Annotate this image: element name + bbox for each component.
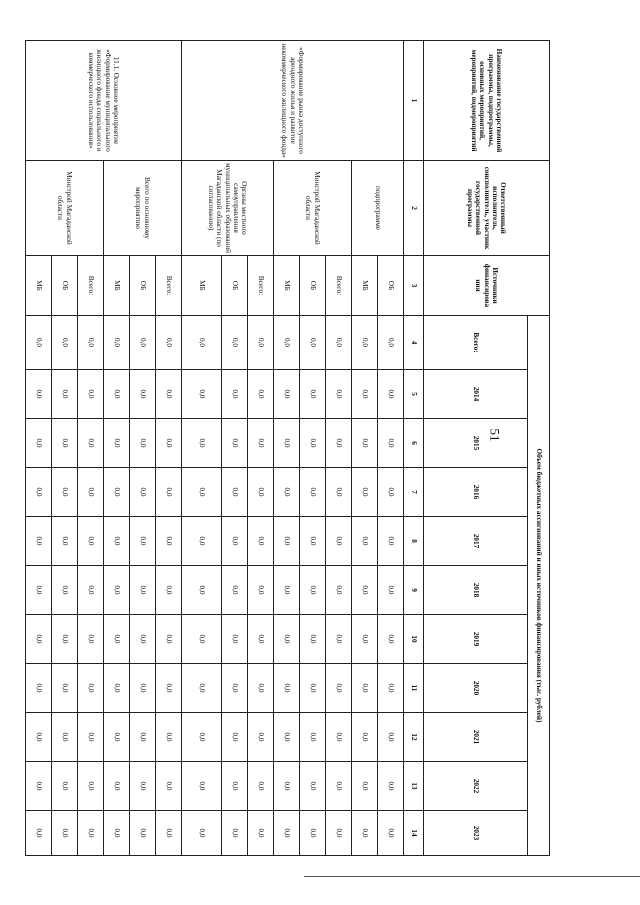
- row-value: 0,0: [378, 713, 404, 762]
- row-value: 0,0: [156, 664, 182, 713]
- row-value: 0,0: [26, 517, 52, 566]
- row-value: 0,0: [274, 316, 300, 370]
- row-value: 0,0: [26, 762, 52, 811]
- column-number: 7: [404, 468, 424, 517]
- row-value: 0,0: [274, 664, 300, 713]
- row-value: 0,0: [352, 811, 378, 856]
- row-value: 0,0: [104, 468, 130, 517]
- row-value: 0,0: [156, 517, 182, 566]
- row-value: 0,0: [222, 615, 248, 664]
- row-value: 0,0: [300, 370, 326, 419]
- row-value: 0,0: [52, 517, 78, 566]
- row-executor: подпрограмме: [352, 161, 404, 256]
- row-value: 0,0: [104, 811, 130, 856]
- header-executor: Ответственный исполнитель, соисполнитель, участник государственной программы: [424, 161, 550, 256]
- row-value: 0,0: [26, 419, 52, 468]
- row-value: 0,0: [352, 566, 378, 615]
- row-value: 0,0: [326, 762, 352, 811]
- row-value: 0,0: [248, 615, 274, 664]
- row-value: 0,0: [78, 419, 104, 468]
- header-year: 2021: [424, 713, 528, 762]
- row-value: 0,0: [130, 468, 156, 517]
- row-value: 0,0: [130, 419, 156, 468]
- row-value: 0,0: [52, 370, 78, 419]
- row-value: 0,0: [222, 713, 248, 762]
- row-value: 0,0: [222, 664, 248, 713]
- row-source: Всего:: [248, 256, 274, 316]
- row-value: 0,0: [26, 811, 52, 856]
- row-value: 0,0: [78, 664, 104, 713]
- row-value: 0,0: [378, 419, 404, 468]
- row-value: 0,0: [352, 762, 378, 811]
- row-value: 0,0: [378, 664, 404, 713]
- row-value: 0,0: [26, 370, 52, 419]
- row-value: 0,0: [130, 370, 156, 419]
- row-value: 0,0: [156, 713, 182, 762]
- row-value: 0,0: [156, 419, 182, 468]
- column-number: 11: [404, 664, 424, 713]
- row-value: 0,0: [104, 762, 130, 811]
- row-value: 0,0: [352, 468, 378, 517]
- row-source: ОБ: [130, 256, 156, 316]
- row-value: 0,0: [182, 811, 222, 856]
- row-value: 0,0: [182, 762, 222, 811]
- row-value: 0,0: [300, 468, 326, 517]
- row-value: 0,0: [130, 316, 156, 370]
- row-value: 0,0: [352, 517, 378, 566]
- row-value: 0,0: [378, 762, 404, 811]
- row-value: 0,0: [26, 664, 52, 713]
- table-row: [248, 41, 274, 856]
- row-name-subprogram: «Формирование рынка доступного арендного жилья и развитие некоммерческого жилищного фонда»: [182, 41, 404, 161]
- row-value: 0,0: [248, 566, 274, 615]
- row-value: 0,0: [326, 468, 352, 517]
- row-value: 0,0: [248, 762, 274, 811]
- row-executor: Минстрой Магаданской области: [26, 161, 104, 256]
- row-value: 0,0: [378, 468, 404, 517]
- row-value: 0,0: [156, 370, 182, 419]
- row-value: 0,0: [78, 316, 104, 370]
- row-value: 0,0: [78, 566, 104, 615]
- row-value: 0,0: [52, 664, 78, 713]
- table-body: [26, 41, 404, 856]
- row-value: 0,0: [104, 566, 130, 615]
- header-year: 2022: [424, 762, 528, 811]
- row-value: 0,0: [352, 713, 378, 762]
- row-value: 0,0: [326, 566, 352, 615]
- row-value: 0,0: [300, 566, 326, 615]
- row-value: 0,0: [156, 762, 182, 811]
- row-value: 0,0: [326, 419, 352, 468]
- row-value: 0,0: [248, 811, 274, 856]
- header-year: 2023: [424, 811, 528, 856]
- column-number: 12: [404, 713, 424, 762]
- row-executor: Органы местного самоуправления муниципальных образований Магаданской области (по согласованию): [182, 161, 274, 256]
- row-name-main-activity: 11.1. Основное мероприятие «Формирование муниципального жилищного фонда социального и коммерческого использования»: [26, 41, 182, 161]
- row-source: Всего:: [156, 256, 182, 316]
- row-value: 0,0: [104, 370, 130, 419]
- column-number: 2: [404, 161, 424, 256]
- row-value: 0,0: [26, 615, 52, 664]
- row-source: ОБ: [378, 256, 404, 316]
- row-value: 0,0: [130, 713, 156, 762]
- row-source: МБ: [182, 256, 222, 316]
- row-source: МБ: [26, 256, 52, 316]
- row-value: 0,0: [326, 370, 352, 419]
- row-value: 0,0: [26, 566, 52, 615]
- header-year: 2017: [424, 517, 528, 566]
- row-value: 0,0: [222, 517, 248, 566]
- row-value: 0,0: [52, 419, 78, 468]
- row-value: 0,0: [104, 419, 130, 468]
- header-year: 2016: [424, 468, 528, 517]
- header-year: 2015: [424, 419, 528, 468]
- row-value: 0,0: [52, 566, 78, 615]
- row-value: 0,0: [222, 419, 248, 468]
- row-value: 0,0: [156, 468, 182, 517]
- row-value: 0,0: [104, 713, 130, 762]
- row-value: 0,0: [104, 316, 130, 370]
- row-value: 0,0: [248, 370, 274, 419]
- row-source: Всего:: [326, 256, 352, 316]
- row-value: 0,0: [78, 517, 104, 566]
- header-year: 2019: [424, 615, 528, 664]
- row-value: 0,0: [182, 664, 222, 713]
- header-year: 2020: [424, 664, 528, 713]
- row-value: 0,0: [248, 517, 274, 566]
- row-value: 0,0: [182, 316, 222, 370]
- row-value: 0,0: [104, 517, 130, 566]
- row-value: 0,0: [78, 468, 104, 517]
- row-value: 0,0: [326, 713, 352, 762]
- table-row: [378, 41, 404, 856]
- row-value: 0,0: [222, 811, 248, 856]
- row-value: 0,0: [52, 811, 78, 856]
- row-value: 0,0: [130, 566, 156, 615]
- row-value: 0,0: [182, 468, 222, 517]
- row-value: 0,0: [274, 762, 300, 811]
- row-value: 0,0: [26, 316, 52, 370]
- row-value: 0,0: [52, 615, 78, 664]
- column-number: 9: [404, 566, 424, 615]
- row-value: 0,0: [352, 316, 378, 370]
- row-value: 0,0: [300, 762, 326, 811]
- row-value: 0,0: [130, 664, 156, 713]
- row-value: 0,0: [352, 615, 378, 664]
- row-value: 0,0: [326, 316, 352, 370]
- row-value: 0,0: [378, 615, 404, 664]
- row-value: 0,0: [156, 615, 182, 664]
- column-number: 14: [404, 811, 424, 856]
- row-value: 0,0: [222, 316, 248, 370]
- header-year: 2014: [424, 370, 528, 419]
- row-source: ОБ: [52, 256, 78, 316]
- page-number: 51: [487, 428, 503, 442]
- row-value: 0,0: [222, 370, 248, 419]
- row-value: 0,0: [300, 811, 326, 856]
- row-value: 0,0: [182, 517, 222, 566]
- row-executor: Минстрой Магаданской области: [274, 161, 352, 256]
- row-value: 0,0: [248, 316, 274, 370]
- header-volume: Объем бюджетных ассигнований и иных источников финансирования (тыс. рублей): [528, 316, 550, 856]
- row-value: 0,0: [182, 419, 222, 468]
- row-value: 0,0: [378, 811, 404, 856]
- row-value: 0,0: [300, 517, 326, 566]
- row-source: МБ: [352, 256, 378, 316]
- column-number: 13: [404, 762, 424, 811]
- footer-divider: [304, 876, 640, 877]
- row-value: 0,0: [326, 664, 352, 713]
- row-value: 0,0: [378, 566, 404, 615]
- header-year: 2018: [424, 566, 528, 615]
- column-number: 4: [404, 316, 424, 370]
- column-number: 1: [404, 41, 424, 161]
- row-value: 0,0: [52, 316, 78, 370]
- row-value: 0,0: [52, 468, 78, 517]
- row-value: 0,0: [104, 615, 130, 664]
- row-value: 0,0: [222, 468, 248, 517]
- row-value: 0,0: [378, 517, 404, 566]
- row-value: 0,0: [222, 566, 248, 615]
- row-value: 0,0: [352, 664, 378, 713]
- row-value: 0,0: [248, 664, 274, 713]
- row-value: 0,0: [130, 517, 156, 566]
- row-value: 0,0: [182, 370, 222, 419]
- column-number: 8: [404, 517, 424, 566]
- header-name: Наименование государственной программы, подпрограммы, основных мероприятий, мероприятий, подмероприятий: [424, 41, 550, 161]
- header-sources: Источники финансирова ния: [424, 256, 550, 316]
- column-number: 3: [404, 256, 424, 316]
- row-value: 0,0: [248, 468, 274, 517]
- row-value: 0,0: [326, 811, 352, 856]
- row-value: 0,0: [326, 615, 352, 664]
- row-value: 0,0: [78, 811, 104, 856]
- row-value: 0,0: [326, 517, 352, 566]
- row-source: МБ: [104, 256, 130, 316]
- row-value: 0,0: [222, 762, 248, 811]
- row-value: 0,0: [26, 468, 52, 517]
- row-value: 0,0: [274, 713, 300, 762]
- row-value: 0,0: [248, 419, 274, 468]
- table-row: [78, 41, 104, 856]
- row-value: 0,0: [78, 615, 104, 664]
- row-value: 0,0: [274, 517, 300, 566]
- table-row: [326, 41, 352, 856]
- row-value: 0,0: [78, 370, 104, 419]
- row-value: 0,0: [352, 419, 378, 468]
- rotated-document: [34, 40, 550, 855]
- header-total: Всего:: [424, 316, 528, 370]
- row-source: МБ: [274, 256, 300, 316]
- row-value: 0,0: [182, 615, 222, 664]
- row-value: 0,0: [300, 713, 326, 762]
- row-source: ОБ: [222, 256, 248, 316]
- row-value: 0,0: [378, 316, 404, 370]
- row-value: 0,0: [78, 713, 104, 762]
- row-value: 0,0: [300, 316, 326, 370]
- row-value: 0,0: [182, 713, 222, 762]
- row-value: 0,0: [52, 762, 78, 811]
- row-value: 0,0: [378, 370, 404, 419]
- row-value: 0,0: [352, 370, 378, 419]
- row-value: 0,0: [274, 811, 300, 856]
- row-value: 0,0: [130, 762, 156, 811]
- row-value: 0,0: [52, 713, 78, 762]
- row-value: 0,0: [274, 615, 300, 664]
- budget-table: [25, 40, 550, 856]
- row-value: 0,0: [182, 566, 222, 615]
- row-executor: Всего по основному мероприятию: [104, 161, 182, 256]
- row-value: 0,0: [300, 664, 326, 713]
- row-value: 0,0: [130, 811, 156, 856]
- row-value: 0,0: [274, 419, 300, 468]
- column-number: 10: [404, 615, 424, 664]
- row-value: 0,0: [300, 615, 326, 664]
- row-value: 0,0: [248, 713, 274, 762]
- row-value: 0,0: [104, 664, 130, 713]
- row-value: 0,0: [156, 811, 182, 856]
- row-value: 0,0: [300, 419, 326, 468]
- row-value: 0,0: [78, 762, 104, 811]
- row-value: 0,0: [274, 370, 300, 419]
- table-row: [156, 41, 182, 856]
- row-value: 0,0: [156, 566, 182, 615]
- row-value: 0,0: [130, 615, 156, 664]
- column-number: 6: [404, 419, 424, 468]
- row-value: 0,0: [156, 316, 182, 370]
- row-value: 0,0: [274, 468, 300, 517]
- row-value: 0,0: [26, 713, 52, 762]
- row-source: ОБ: [300, 256, 326, 316]
- row-value: 0,0: [274, 566, 300, 615]
- column-number: 5: [404, 370, 424, 419]
- row-source: Всего:: [78, 256, 104, 316]
